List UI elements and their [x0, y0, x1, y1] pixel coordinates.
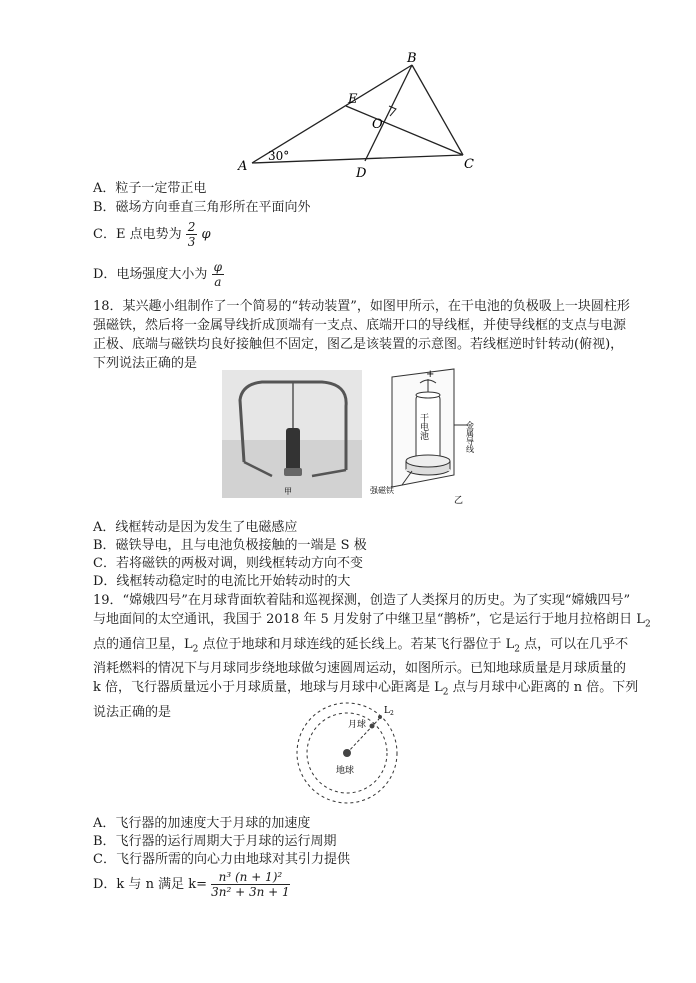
l2-text: L [384, 706, 390, 716]
fraction-two-thirds [186, 220, 198, 249]
text: 与地面间的太空通讯，我国于 2018 年 5 月发射了中继卫星“鹊桥”，它是运行于地月拉格朗日 L [93, 612, 645, 627]
label-B: B [407, 51, 417, 66]
label-O: O [372, 117, 383, 132]
fig-jia-label: 甲 [284, 487, 292, 496]
text: 点位于地球和月球连线的延长线上。若某飞行器位于 L [198, 636, 515, 652]
earth-dot [343, 749, 351, 757]
battery-text: 干电池 [418, 413, 428, 440]
q19-option-d [93, 870, 290, 899]
moon-label: 月球 [348, 720, 367, 730]
q19-option-a: A．飞行器的加速度大于月球的加速度 [93, 816, 311, 831]
q17-option-d-prefix: D．电场强度大小为 [93, 267, 208, 282]
text: k 倍，飞行器质量远小于月球质量，地球与月球中心距离是 L [93, 680, 443, 696]
earth-label: 地球 [336, 766, 355, 776]
frac-num: n³ (n + 1)² [211, 870, 290, 885]
q18-option-c: C．若将磁铁的两极对调，则线框转动方向不变 [93, 556, 363, 571]
fig-yi-label: 乙 [454, 496, 464, 506]
q17-option-c [93, 220, 211, 249]
text: 点的通信卫星，L [93, 636, 193, 652]
angle-label: 30° [268, 149, 290, 163]
q19-stem-line [93, 635, 669, 660]
fraction-k-formula [211, 870, 290, 899]
q19-stem-line: 消耗燃料的情况下与月球同步绕地球做匀速圆周运动，如图所示。已知地球质量是月球质量的 [93, 661, 627, 677]
frac-den: a [214, 275, 222, 289]
triangle-figure [230, 50, 490, 180]
frac-den: 3 [187, 235, 196, 249]
q18-option-b: B．磁铁导电，且与电池负极接触的一端是 S 极 [93, 538, 367, 553]
subscript: 2 [514, 644, 521, 655]
moon-dot [370, 724, 375, 729]
plus-sign: + [426, 369, 435, 380]
l2-dot [378, 715, 382, 719]
device-diagram [368, 365, 508, 515]
orbit-figure [290, 695, 410, 805]
text: 点，可以在几乎不 [520, 636, 629, 652]
q19-option-b: B．飞行器的运行周期大于月球的运行周期 [93, 834, 337, 849]
l2-sub: 2 [389, 710, 394, 717]
q17-option-b: B．磁场方向垂直三角形所在平面向外 [93, 200, 311, 215]
q18-stem-line: 强磁铁，然后将一金属导线折成顶端有一支点、底端开口的导线框，并使导线框的支点与电源 [93, 318, 627, 333]
q19-stem-line [93, 610, 669, 635]
q18-stem-line: 正极、底端与磁铁均良好接触但不固定，图乙是该装置的示意图。若线框逆时针转动(俯视)， [93, 337, 624, 352]
label-D: D [356, 166, 367, 180]
magnet-label: 强磁铁 [370, 486, 394, 495]
frac-num: φ [213, 260, 222, 274]
text: 点与月球中心距离的 n 倍。下列 [448, 680, 639, 696]
subscript: 2 [192, 644, 199, 655]
q17-option-d [93, 260, 224, 289]
subscript: 2 [442, 687, 449, 698]
q18-stem-line: 下列说法正确的是 [93, 356, 198, 371]
frac-den: 3n² + 3n + 1 [211, 885, 290, 899]
label-A: A [238, 159, 248, 174]
q18-stem-line: 18．某兴趣小组制作了一个简易的“转动装置”，如图甲所示，在干电池的负极吸上一块圆柱形 [93, 299, 630, 314]
label-E: E [348, 92, 358, 107]
q19-stem-line: 说法正确的是 [93, 704, 172, 720]
l2-label [384, 706, 394, 717]
wire-label: 金属导线 [465, 421, 475, 453]
q19-stem-line: 19．“嫦娥四号”在月球背面软着陆和巡视探测，创造了人类探月的历史。为了实现“嫦娥四号” [93, 593, 631, 608]
subscript: 2 [644, 619, 651, 630]
battery-label [418, 413, 429, 440]
q17-option-a: A．粒子一定带正电 [93, 181, 207, 196]
q19-option-c: C．飞行器所需的向心力由地球对其引力提供 [93, 852, 350, 867]
q19-option-d-prefix: D．k 与 n 满足 k= [93, 877, 207, 892]
q18-option-a: A．线框转动是因为发生了电磁感应 [93, 520, 298, 535]
q18-option-d: D．线框转动稳定时的电流比开始转动时的大 [93, 574, 351, 589]
q17-option-c-prefix: C．E 点电势为 [93, 227, 182, 242]
q17-option-c-suffix: φ [201, 227, 211, 242]
q18-stem [93, 297, 669, 373]
label-C: C [464, 157, 474, 172]
frac-num: 2 [187, 220, 196, 234]
fraction-phi-over-a [212, 260, 224, 289]
device-photo [222, 370, 362, 498]
